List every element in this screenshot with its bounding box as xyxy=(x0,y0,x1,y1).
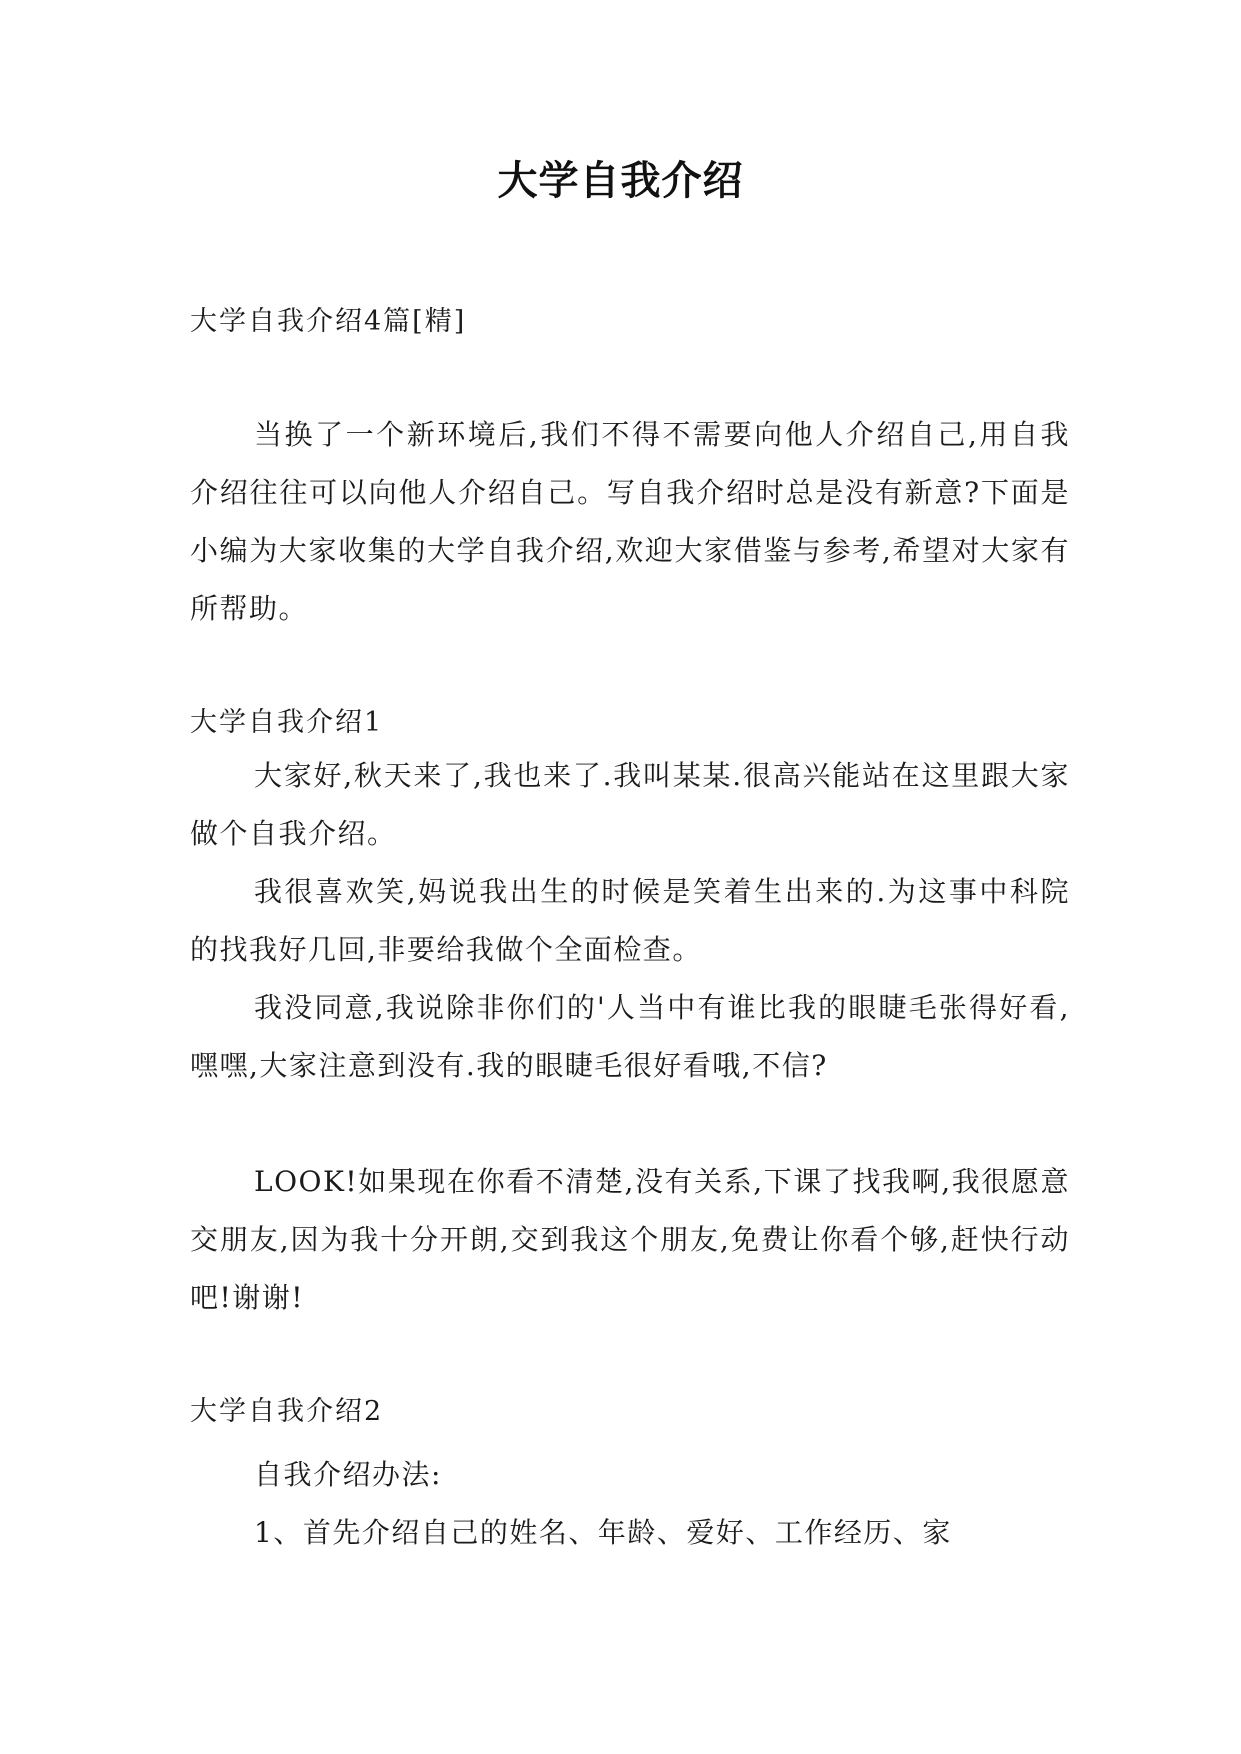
method-label: 自我介绍办法: xyxy=(254,1458,442,1491)
document-subtitle: 大学自我介绍4篇[精] xyxy=(190,306,467,337)
section1-paragraph-2: 我很喜欢笑,妈说我出生的时候是笑着生出来的.为这事中科院的找我好几回,非要给我做个全面检查。 xyxy=(190,875,1070,966)
intro-paragraph: 当换了一个新环境后,我们不得不需要向他人介绍自己,用自我介绍往往可以向他人介绍自己。写自我介绍时总是没有新意?下面是小编为大家收集的大学自我介绍,欢迎大家借鉴与参考,希望对大家有所帮助。 xyxy=(190,418,1070,625)
section1-paragraph-3: 我没同意,我说除非你们的'人当中有谁比我的眼睫毛张得好看,嘿嘿,大家注意到没有.我的眼睫毛很好看哦,不信? xyxy=(190,991,1070,1082)
section-heading-2: 大学自我介绍2 xyxy=(190,1396,384,1427)
section1-paragraph-4: LOOK!如果现在你看不清楚,没有关系,下课了找我啊,我很愿意交朋友,因为我十分开朗,交到我这个朋友,免费让你看个够,赶快行动吧!谢谢! xyxy=(190,1165,1070,1314)
method-item-1: 1、首先介绍自己的姓名、年龄、爱好、工作经历、家 xyxy=(254,1516,952,1549)
document-title: 大学自我介绍 xyxy=(497,158,744,204)
section1-paragraph-1: 大家好,秋天来了,我也来了.我叫某某.很高兴能站在这里跟大家做个自我介绍。 xyxy=(190,759,1070,850)
section-heading-1: 大学自我介绍1 xyxy=(190,707,384,738)
